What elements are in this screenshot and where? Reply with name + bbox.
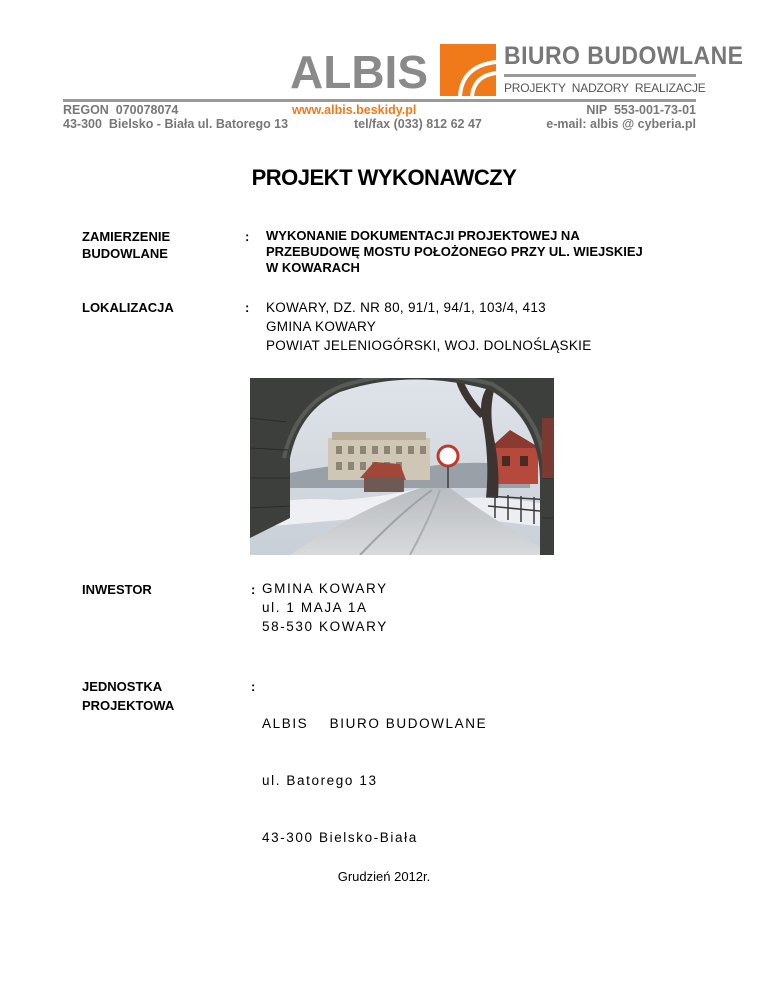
value-line: ALBIS BIURO BUDOWLANE [262,716,488,731]
label-line: ZAMIERZENIE [82,229,171,244]
header-divider [63,99,696,102]
value-line: ul. 1 MAJA 1A [262,600,368,615]
regon: REGON 070078074 [63,103,179,117]
label-jednostka [82,677,174,715]
label-line: PROJEKTOWA [82,698,175,713]
value-line: POWIAT JELENIOGÓRSKI, WOJ. DOLNOŚLĄSKIE [266,338,592,353]
label-inwestor: INWESTOR [82,582,152,597]
website-link[interactable]: www.albis.beskidy.pl [292,103,417,117]
email: e-mail: albis @ cyberia.pl [546,117,696,131]
value-line: 43-300 Bielsko-Biała [262,830,418,845]
colon: : [245,229,250,244]
label-line: JEDNOSTKA [82,679,163,694]
value-zamierzenie [266,228,643,276]
label-zamierzenie [82,228,170,262]
value-line: WYKONANIE DOKUMENTACJI PROJEKTOWEJ NA [266,228,580,243]
value-lokalizacja [266,298,592,355]
document-date: Grudzień 2012r. [337,869,431,884]
value-line: KOWARY, DZ. NR 80, 91/1, 94/1, 103/4, 413 [266,300,546,315]
label-lokalizacja: LOKALIZACJA [82,300,174,315]
label-line: BUDOWLANE [82,246,168,261]
colon: : [245,300,250,315]
tel-fax: tel/fax (033) 812 62 47 [354,117,482,131]
value-jednostka [262,676,487,866]
value-line: PRZEBUDOWĘ MOSTU POŁOŻONEGO PRZY UL. WIEJSKIEJ [266,244,643,259]
value-inwestor [262,579,388,636]
value-line: GMINA KOWARY [262,581,388,596]
header-subrule [504,74,696,77]
company-name: BIURO BUDOWLANE [504,42,744,70]
company-logo-icon [440,44,496,96]
value-line: GMINA KOWARY [266,319,377,334]
colon: : [251,679,256,694]
document-title: PROJEKT WYKONAWCZY [251,165,517,190]
value-line: ul. Batorego 13 [262,773,378,788]
nip: NIP 553-001-73-01 [586,103,696,117]
value-line: 58-530 KOWARY [262,619,388,634]
brand-name: ALBIS [290,46,428,98]
colon: : [251,582,256,597]
address: 43-300 Bielsko - Biała ul. Batorego 13 [63,117,289,131]
company-services: PROJEKTY NADZORY REALIZACJE [504,81,706,95]
bridge-arch-photo [250,378,554,555]
value-line: W KOWARACH [266,260,360,275]
